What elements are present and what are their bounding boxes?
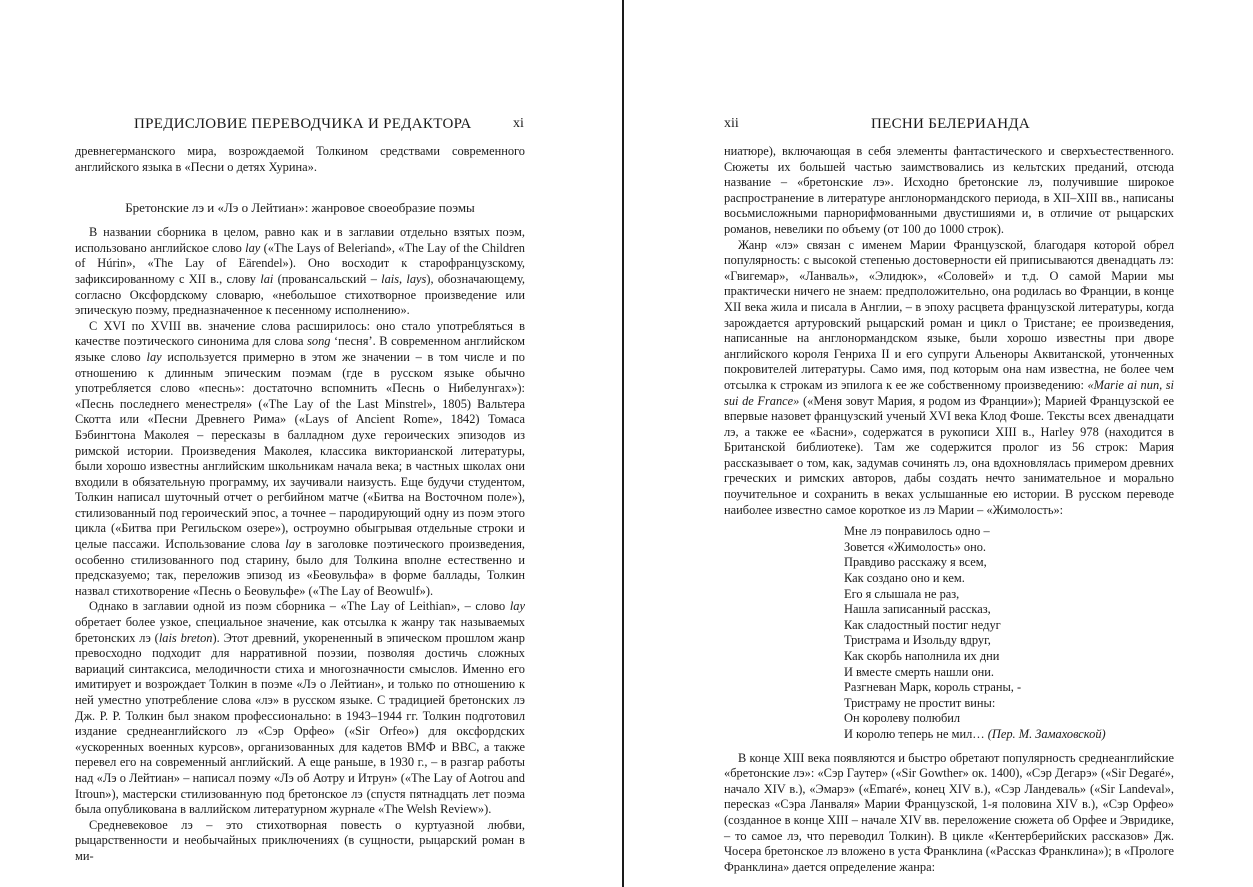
poem-excerpt xyxy=(844,524,1174,742)
paragraph: Однако в заглавии одной из поэм сборника – «The Lay of Leithian», – слово lay обретает более узкое, специальное значение, как отсылка к жанру так называемых бретонских лэ (lais breton). Этот древний, укорененный в эпическом прошлом жанр превосходно подходит для нарративной поэзии, позволяя достичь сложных вариаций синтаксиса, мелодичности стиха и многозначности смыслов. Именно его имитирует и возрождает Толкин в поэме «Лэ о Лейтиан», и только по отношению к ней уместно употребление слова «лэ» в русском языке. С традицией бретонских лэ Дж. Р. Р. Толкин был знаком профессионально: в 1943–1944 гг. Толкин подготовил издание среднеанглийского лэ «Сэр Орфео» («Sir Orfeo») для оксфордских «ускоренных военных курсов», организованных для кадетов ВМФ и ВВС, а также перевел его на современный английский. А еще раньше, в 1930 г., – в разгар работы над «Лэ о Лейтиан» – написал поэму «Лэ об Аотру и Итрун» («The Lay of Aotrou and Itroun»), мастерски стилизованную под бретонское лэ (спустя пятнадцать лет поэма была опубликована в валлийском литературном журнале «The Welsh Review»). xyxy=(75,599,525,817)
poem-credit: (Пер. М. Замаховской) xyxy=(987,726,1106,741)
paragraph: Жанр «лэ» связан с именем Марии Французской, благодаря которой обрел популярность: с высокой степенью достоверности ей приписываются двенадцать лэ: «Гвигемар», «Ланваль», «Элидюк», «Соловей» и т.д. О самой Марии мы практически ничего не знаем: предположительно, она родилась во Франции, в конце XII века жила и писала в Англии, – в эпоху расцвета французской литературы, когда зарождается артуровский рыцарский роман и цикл о Тристане; ее произведения, написанные на англонормандском языке, были хорошо известны при дворе английского короля Генриха II и его супруги Альеноры Аквитанской, утонченных покровителей литературы. Само имя, под которым она нам известна, не более чем отсылка к строкам из эпилога к ее же собственному произведению: «Marie ai nun, si sui de France» («Меня зовут Мария, я родом из Франции»); Марией Французской ее впервые назовет французский ученый XVI века Клод Фоше. Тексты всех двенадцати лэ, а также ее «Басни», содержатся в рукописи XIII в., Harley 978 (находится в Британской библиотеке). Там же содержится пролог из 56 строк: Мария рассказывает о том, как, задумав сочинять лэ, она вдохновлялась примером древних греческих и римских авторов, дабы создать нечто занимательное и морально поучительное и сохранить в веках услышанные ею истории. В русском переводе наиболее известно самое короткое из лэ Марии – «Жимолость»: xyxy=(724,237,1174,517)
section-heading: Бретонские лэ и «Лэ о Лейтиан»: жанровое своеобразие поэмы xyxy=(125,200,475,216)
poem-line: Тристраму не простит вины: xyxy=(844,695,996,710)
poem-line: Как сладостный постиг недуг xyxy=(844,617,1001,632)
running-head-left: ПРЕДИСЛОВИЕ ПЕРЕВОДЧИКА И РЕДАКТОРА xyxy=(134,116,472,132)
paragraph: ниатюре), включающая в себя элементы фантастического и сверхъестественного. Сюжеты их большей частью заимствовались из кельтских преданий, отсюда название – «бретонские лэ». Исходно бретонские лэ, получившие широкое распространение в литературе англонормандского периода, в XII–XIII вв., написаны восьмисложными парнорифмованными двустишиями и, в отличие от рыцарских романов, невелики по объему (от 100 до 1000 строк). xyxy=(724,144,1174,236)
poem-line: Как скорбь наполнила их дни xyxy=(844,649,1000,663)
poem-line: И вместе смерть нашли они. xyxy=(844,664,995,679)
paragraph: В конце XIII века появляются и быстро обретают популярность среднеанглийские «бретонские лэ»: «Сэр Гаутер» («Sir Gowther» ок. 1400), «Сэр Дегарэ» («Sir Degaré», начало XIV в.), «Эмарэ» («Emaré», конец XIV в.), «Сэр Ландеваль» («Sir Landeval», пересказ «Сэра Ланваля» Марии Французской, 1-я половина XIV в.), «Сэр Орфео» (созданное в конце XIII – начале XIV вв. переложение сюжета об Орфее и Эвридике, – то самое лэ, что переводил Толкин). В цикле «Кентерберийских рассказов» Дж. Чосера бретонское лэ вложено в уста Франклина («Рассказ Франклина»); в «Прологе Франклина» дается определение жанра: xyxy=(724,750,1174,874)
poem-line: Правдиво расскажу я всем, xyxy=(844,555,987,570)
poem-line: Разгневан Марк, король страны, - xyxy=(844,680,1022,695)
paragraph: древнегерманского мира, возрождаемой Толкином средствами современного английского языка в «Песни о детях Хурина». xyxy=(75,144,525,174)
poem-line: Как создано оно и кем. xyxy=(844,571,965,586)
paragraph: С XVI по XVIII вв. значение слова расширилось: оно стало употребляться в качестве поэтического синонима для слова song ‘песня’. В современном английском языке слово lay используется примерно в этом же значении – в том числе и по отношению к длинным эпическим поэмам (где в русском языке обычно употребляется слово «песнь»: достаточно вспомнить «Песнь о Нибелунгах»): «Песнь последнего менестреля» («The Lay of the Last Minstrel», 1805) Вальтера Скотта или «Песни Древнего Рима» («Lays of Ancient Rome», 1842) Томаса Бэбингтона Маколея – пересказы в балладном духе героических эпизодов из римской истории. Произведения Маколея, классика викторианской литературы, были хорошо известны английским школьникам начала века; в частных школах они входили в обязательную программу, их заучивали наизусть. Еще будучи студентом, Толкин написал шуточный отчет о регбийном матче («Битва на Восточном поле»), стилизованный под героический эпос, а точнее – пародирующий одну из поэм этого цикла («Битва при Регильском озере»), остроумно обыгрывая отдельные строки и целые пассажи. Использование слова lay в заголовке поэтического произведения, особенно стилизованного под старину, было для Толкина вполне естественно и предсказуемо; так, переложив эпизод из «Беовульфа» в форме баллады, Толкин назвал стихотворение «Песнь о Беовульфе» («The Lay of Beowulf»). xyxy=(75,318,526,598)
poem-line: Мне лэ понравилось одно – xyxy=(844,524,990,539)
poem-line: Тристрама и Изольду вдруг, xyxy=(844,633,991,648)
right-text-column xyxy=(724,144,1174,875)
poem-line: Нашла записанный рассказ, xyxy=(844,602,991,617)
page-number-right: xii xyxy=(724,116,739,131)
poem-line: Зовется «Жимолость» оно. xyxy=(844,539,987,554)
left-text-column xyxy=(75,144,525,865)
right-page xyxy=(626,0,1253,887)
poem-line: И королю теперь не мил… (Пер. М. Замаховской) xyxy=(844,726,1106,741)
left-page xyxy=(0,0,620,887)
poem-line: Он королеву полюбил xyxy=(844,711,961,726)
paragraph: В названии сборника в целом, равно как и в заглавии отдельно взятых поэм, использовано английское слово lay («The Lays of Beleriand», «The Lay of the Children of Húrin», «The Lay of Eärendel»). Оно восходит к старофранцузскому, зафиксированному с XII в., слову lai (провансальский – lais, lays), обозначающему, согласно Оксфордскому словарю, «небольшое стихотворное произведение или эпическую поэму, предназначенное к песенному исполнению». xyxy=(75,225,526,318)
running-head-right: ПЕСНИ БЕЛЕРИАНДА xyxy=(871,116,1031,132)
page-number-left: xi xyxy=(513,116,524,131)
poem-line: Его я слышала не раз, xyxy=(844,586,960,601)
paragraph: Средневековое лэ – это стихотворная повесть о куртуазной любви, рыцарственности и необычайных приключениях (в сущности, рыцарский роман в ми- xyxy=(75,817,525,863)
page-gutter xyxy=(622,0,624,887)
